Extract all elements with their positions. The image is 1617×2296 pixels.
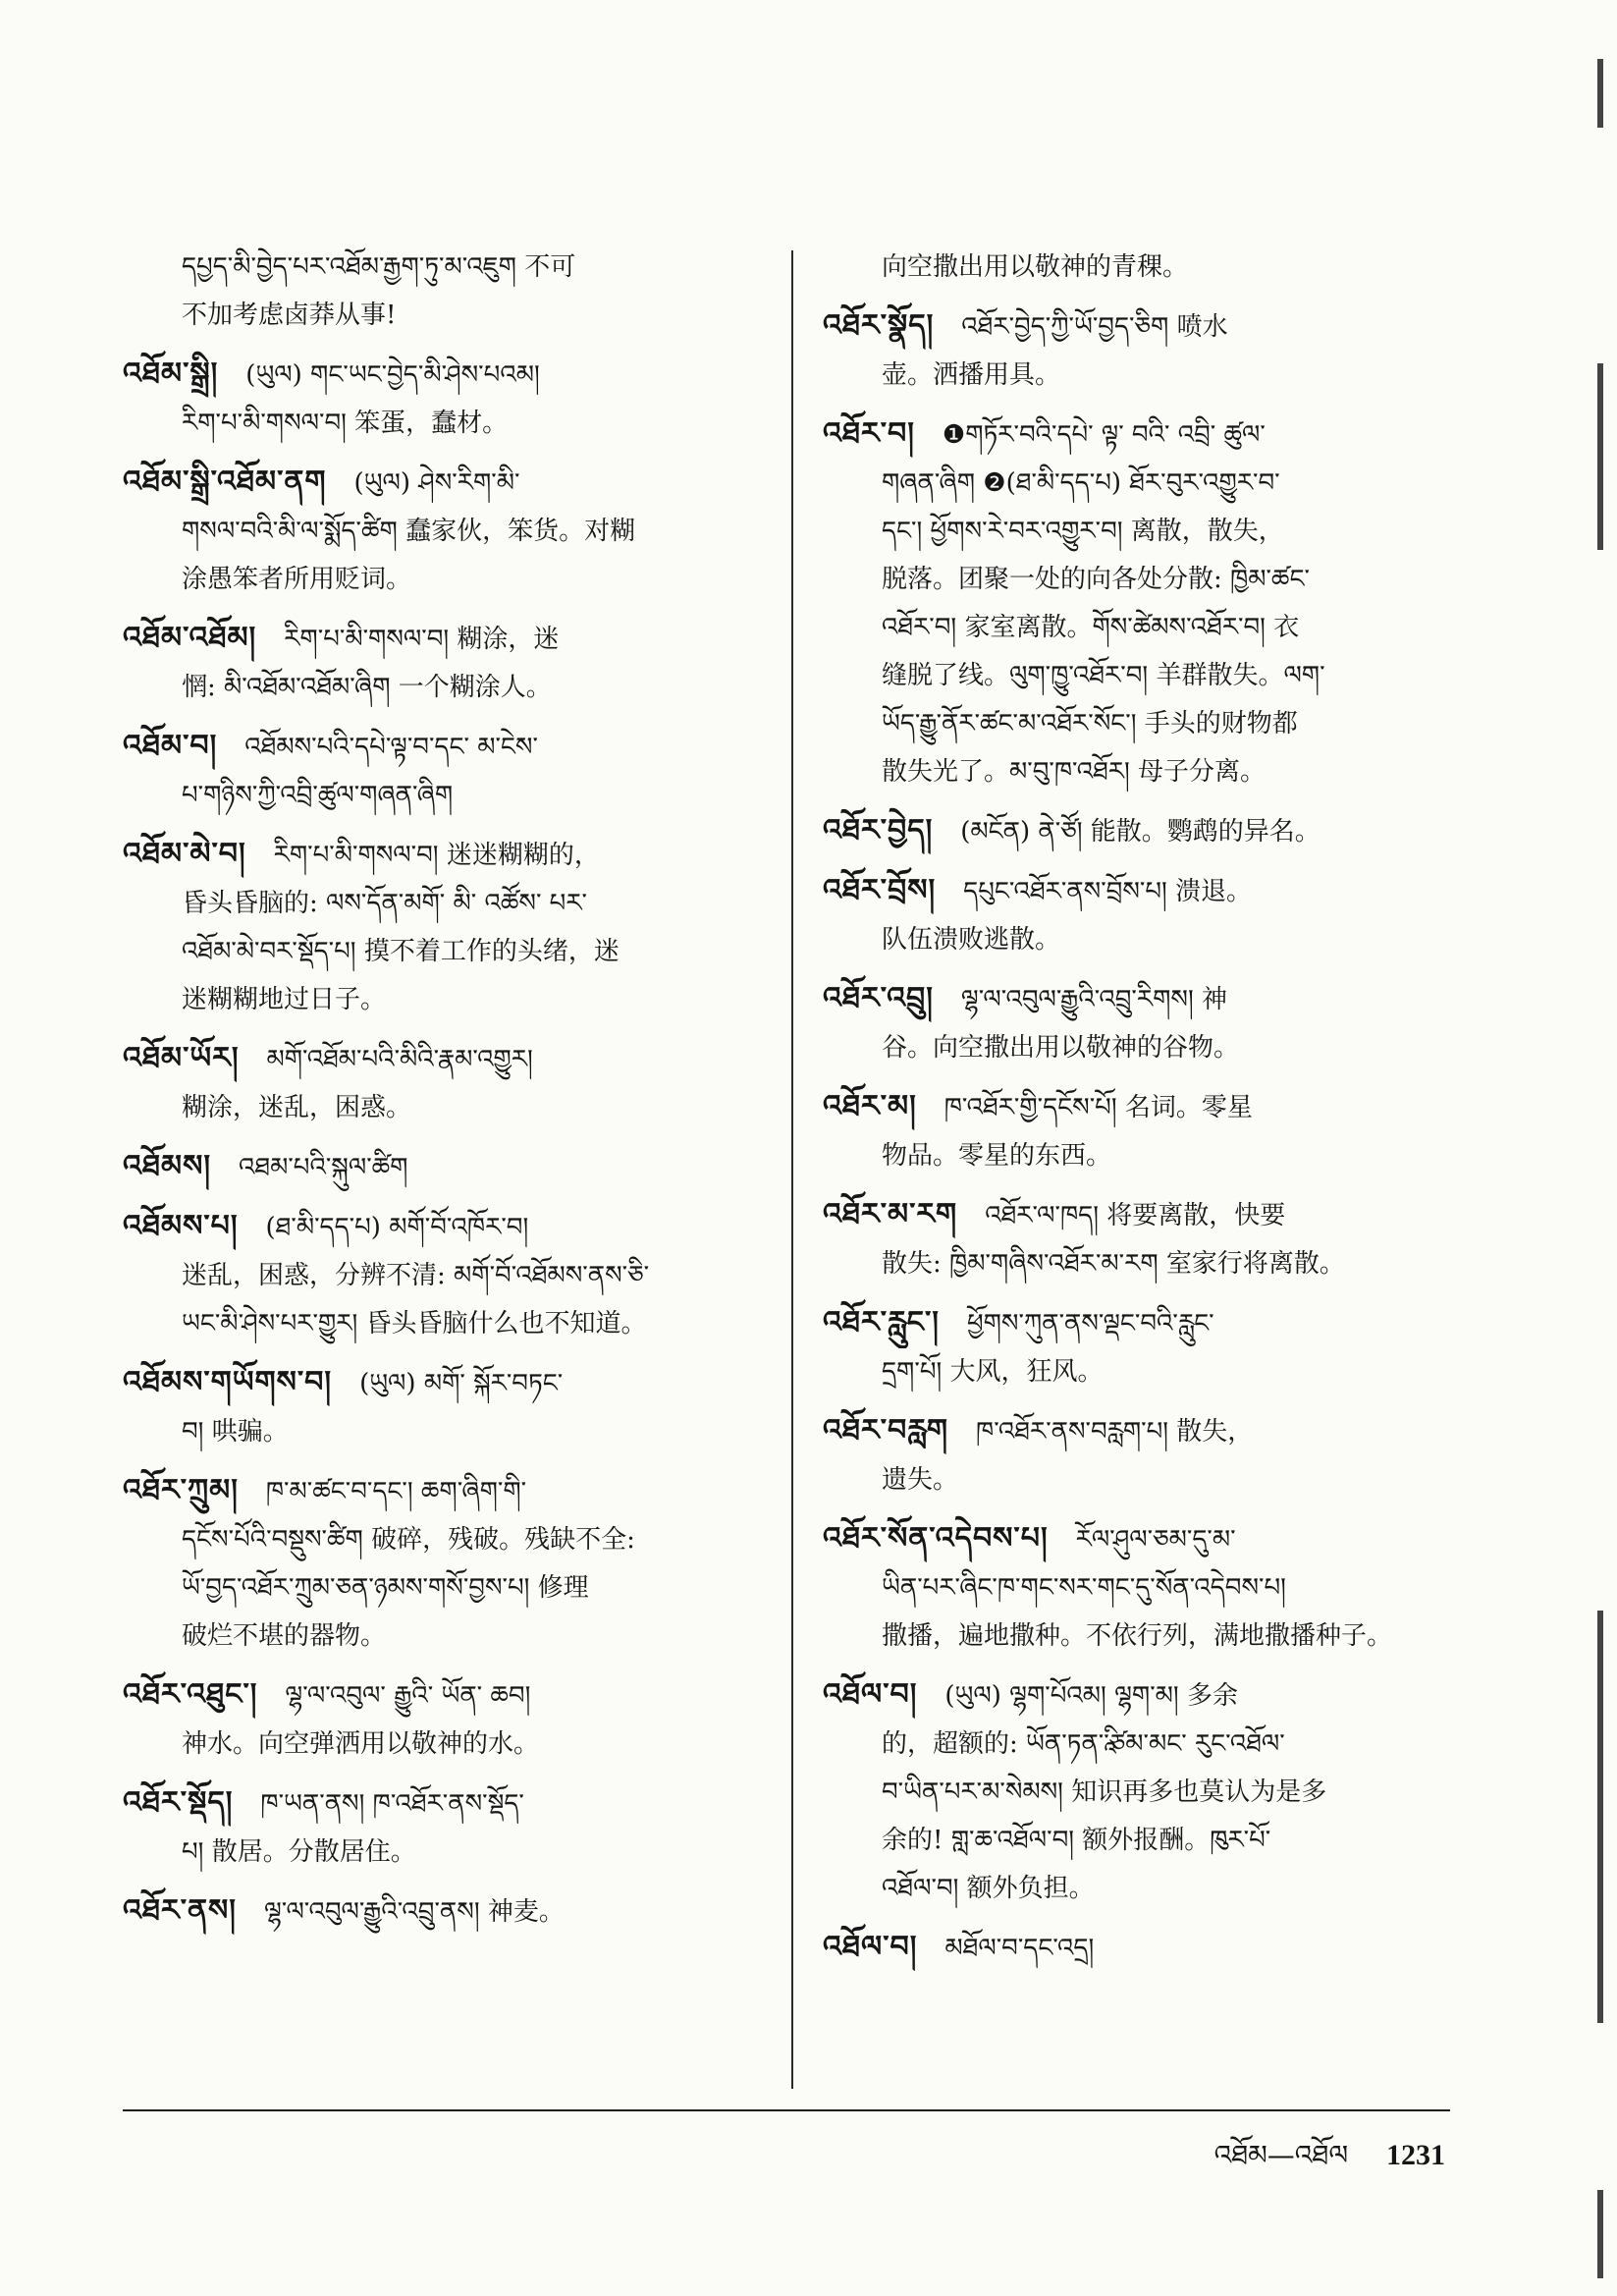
entry-text: གསལ་བའི་མི་ལ་སྨོད་ཚིག 蠢家伙，笨货。对糊 <box>182 517 636 546</box>
entry-headword: འཐོལ་བ། <box>823 1930 918 1964</box>
entry-line <box>123 880 771 928</box>
entry-line <box>823 1132 1482 1180</box>
entry-line <box>823 1240 1482 1288</box>
dictionary-entry <box>823 1190 1482 1288</box>
dictionary-entry <box>823 1670 1482 1913</box>
entry-line <box>123 976 771 1024</box>
entry-headword: འཐོམ་འཐོམ། <box>123 621 257 655</box>
column-divider <box>791 250 793 2089</box>
entry-text: 壶。洒播用具。 <box>882 360 1061 390</box>
entry-line <box>123 1778 771 1829</box>
entry-line <box>823 1298 1482 1348</box>
entry-line <box>823 1456 1482 1504</box>
dictionary-entry <box>123 1778 771 1877</box>
entry-text: ཡོད་རྒྱུ་ནོར་ཚང་མ་འཐོར་སོང་། 手头的财物都 <box>882 709 1298 738</box>
entry-line <box>823 748 1482 796</box>
entry-text: ཕྱོགས་ཀུན་ནས་ལྡང་བའི་རླུང་ <box>966 1309 1214 1339</box>
dictionary-entry <box>123 1358 771 1456</box>
entry-text: དྲག་པོ། 大风，狂风。 <box>882 1357 1104 1387</box>
dictionary-entry <box>823 1923 1482 1973</box>
dictionary-entry <box>123 350 771 448</box>
dictionary-entry <box>123 614 771 712</box>
entry-line <box>123 350 771 400</box>
page-footer <box>1214 2124 1445 2202</box>
entry-line <box>823 974 1482 1024</box>
dictionary-entry <box>123 1670 771 1769</box>
entry-text: འཐོམས་པའི་དཔེ་ལྟ་བ་དང་ མ་ངེས་ <box>244 733 538 762</box>
entry-text: ཡིན་པར་ཞིང་ཁ་གང་སར་གང་དུ་སོན་འདེབས་པ། <box>882 1573 1286 1603</box>
entry-text: 涂愚笨者所用贬词。 <box>182 565 412 594</box>
entry-line <box>123 508 771 556</box>
entry-line <box>123 244 771 292</box>
entry-text: བ། 哄骗。 <box>182 1417 289 1447</box>
entry-text: ཁ་མ་ཚང་བ་དང་། ཆག་ཞིག་གི་ <box>265 1477 527 1506</box>
entry-text: ལྷ་ལ་འབུལ་རྒྱུའི་འབྲུ་ནས། 神麦。 <box>263 1897 565 1927</box>
entry-text: རིག་པ་མི་གསལ་བ། 笨蛋，蠢材。 <box>182 409 509 438</box>
entry-line <box>123 556 771 604</box>
entry-line <box>123 1516 771 1564</box>
dictionary-entry <box>123 458 771 604</box>
entry-text: པ། 散居。分散居住。 <box>182 1837 416 1867</box>
entry-text: དང་། ཕྱོགས་རེ་བར་འགྱུར་བ། 离散，散失， <box>882 517 1284 546</box>
entry-line <box>823 866 1482 916</box>
dictionary-entry <box>823 301 1482 400</box>
dictionary-entry <box>823 244 1482 292</box>
entry-text: འཐོར་བྱེད་ཀྱི་ཡོ་བྱད་ཅིག 喷水 <box>961 312 1228 342</box>
dictionary-entry <box>123 722 771 820</box>
entry-line <box>823 1923 1482 1973</box>
dictionary-entry <box>123 1466 771 1661</box>
page-number: 1231 <box>1386 2139 1445 2171</box>
entry-headword: འཐོར་སོན་འདེབས་པ། <box>823 1521 1049 1556</box>
entry-text: 撒播，遍地撒种。不依行列，满地撒播种子。 <box>882 1621 1393 1651</box>
entry-text: ལྷ་ལ་འབུལ་རྒྱུའི་འབྲུ་རིགས། 神 <box>960 985 1227 1014</box>
entry-headword: འཐོམས། <box>123 1149 211 1183</box>
entry-line <box>123 1300 771 1348</box>
entry-text: 糊涂，迷乱，困惑。 <box>182 1093 412 1122</box>
entry-line <box>823 652 1482 700</box>
running-head-range: འཐོམ—འཐོལ <box>1213 2139 1349 2171</box>
entry-text: ཁ་འཐོར་ནས་བརླག་པ། 散失， <box>976 1417 1254 1447</box>
dictionary-entry <box>823 1082 1482 1180</box>
entry-headword: འཐོམ་བ། <box>123 729 218 763</box>
entry-line <box>823 1769 1482 1817</box>
dictionary-entry <box>823 1298 1482 1396</box>
entry-text: 散失: ཁྱིམ་གཞིས་འཐོར་མ་རག 室家行将离散。 <box>882 1249 1345 1279</box>
entry-line <box>123 1886 771 1937</box>
entry-text: རིག་པ་མི་གསལ་བ། 迷迷糊糊的， <box>273 841 600 870</box>
entry-line <box>123 664 771 712</box>
entry-text: 遗失。 <box>882 1465 959 1495</box>
entry-headword: འཐོར་བྲོས། <box>823 873 937 907</box>
entry-text: ཁ་འཐོར་གྱི་དངོས་པོ། 名词。零星 <box>943 1093 1253 1122</box>
entry-text: (ཡུལ) ལྷག་པོའམ། ལྷག་མ། 多余 <box>944 1681 1238 1711</box>
entry-text: 迷乱，困惑，分辨不清: མགོ་བོ་འཐོམས་ནས་ཅི་ <box>182 1261 650 1290</box>
entry-line <box>823 352 1482 400</box>
entry-text: (མངོན) ནེ་ཙོ། 能散。鹦鹉的异名。 <box>960 817 1321 847</box>
entry-text: 谷。向空撒出用以敬神的谷物。 <box>882 1033 1240 1063</box>
entry-headword: འཐོལ་བ། <box>823 1677 918 1712</box>
entry-text: (ཡུལ) མགོ་ སྐོར་བཏང་ <box>359 1369 564 1398</box>
entry-text: (ཐ་མི་དད་པ) མགོ་བོ་འཁོར་བ། <box>265 1213 529 1242</box>
dictionary-entry <box>823 974 1482 1072</box>
entry-headword: འཐོམས་པ། <box>123 1209 239 1243</box>
dictionary-entry <box>123 244 771 340</box>
entry-headword: འཐོར་འཐུང་། <box>123 1677 258 1712</box>
entry-text: ཡོ་བྱད་འཐོར་ཀྲུམ་ཅན་ཉམས་གསོ་བྱས་པ། 修理 <box>182 1573 589 1603</box>
entry-text: གཞན་ཞིག ❷(ཐ་མི་དད་པ) ཐོར་བུར་འགྱུར་བ་ <box>882 468 1280 498</box>
entry-headword: འཐོར་སྣོད། <box>823 308 935 343</box>
entry-line <box>823 1564 1482 1613</box>
entry-headword: འཐོམ་སྒྲི་འཐོམ་ནག <box>123 465 327 499</box>
entry-headword: འཐོར་བྱེད། <box>823 813 934 847</box>
entry-line <box>123 1408 771 1456</box>
entry-text: འཐོམ་མེ་བར་སྡོད་པ། 摸不着工作的头绪，迷 <box>182 937 620 966</box>
entry-text: མཐོལ་བ་དང་འདྲ། <box>944 1934 1095 1963</box>
entry-headword: འཐོར་སྡོད། <box>123 1785 234 1820</box>
left-column <box>123 244 771 1946</box>
entry-line <box>123 400 771 448</box>
entry-line <box>823 556 1482 604</box>
entry-text: རོལ་ཤུལ་ཅམ་དུ་མ་ <box>1075 1525 1236 1555</box>
entry-line <box>123 1829 771 1877</box>
entry-text: 物品。零星的东西。 <box>882 1141 1112 1171</box>
entry-text: 神水。向空弹洒用以敬神的水。 <box>182 1729 540 1759</box>
entry-headword: འཐོམས་གཡོགས་བ། <box>123 1365 333 1399</box>
dictionary-entry <box>123 1202 771 1348</box>
entry-text: འཐམ་པའི་སྐུལ་ཚིག <box>239 1153 408 1182</box>
entry-line <box>123 722 771 772</box>
dictionary-entry <box>823 410 1482 796</box>
edge-mark <box>1597 363 1603 550</box>
entry-headword: འཐོར་ཀྲུམ། <box>123 1473 239 1507</box>
entry-text: ཡང་མི་ཤེས་པར་གྱུར། 昏头昏脑什么也不知道。 <box>182 1309 647 1339</box>
entry-line <box>123 1564 771 1613</box>
dictionary-entry <box>823 866 1482 964</box>
entry-headword: འཐོར་འབྲུ། <box>823 981 934 1015</box>
entry-line <box>823 301 1482 352</box>
dictionary-entry <box>823 1514 1482 1661</box>
entry-line <box>123 1142 771 1192</box>
entry-line <box>123 1670 771 1721</box>
entry-text: འཐོར་ལ་ཁད། 将要离散，快要 <box>985 1201 1286 1230</box>
entry-line <box>823 410 1482 460</box>
entry-text: 的，超额的: ཡོན་ཏན་ཱི་ཙམ་མང་ རུང་འཐོལ་ <box>882 1729 1285 1759</box>
entry-line <box>123 1084 771 1132</box>
entry-text: བ་ཡིན་པར་མ་སེམས། 知识再多也莫认为是多 <box>882 1777 1327 1807</box>
entry-headword: འཐོར་བ། <box>823 416 915 451</box>
entry-line <box>123 830 771 880</box>
dictionary-entry <box>823 806 1482 856</box>
edge-mark <box>1597 59 1603 128</box>
entry-text: འཐོར་བ། 家室离散。གོས་ཚེམས་འཐོར་བ། 衣 <box>882 613 1300 642</box>
entry-line <box>823 1190 1482 1240</box>
entry-line <box>123 1613 771 1661</box>
entry-text: 向空撒出用以敬神的青稞。 <box>882 252 1189 282</box>
entry-headword: འཐོར་མ། <box>823 1089 917 1123</box>
entry-text: མགོ་འཐོམ་པའི་མིའི་རྣམ་འགྱུར། <box>266 1045 533 1074</box>
entry-line <box>823 1817 1482 1865</box>
entry-line <box>823 806 1482 856</box>
entry-text: ❶གཏོར་བའི་དཔེ་ ལྟ་ བའི་ འབྲི་ ཚུལ་ <box>942 420 1266 450</box>
entry-line <box>123 1252 771 1300</box>
entry-text: རིག་པ་མི་གསལ་བ། 糊涂，迷 <box>284 625 560 654</box>
dictionary-entry <box>823 1406 1482 1504</box>
footer-rule <box>123 2109 1450 2111</box>
entry-line <box>823 1406 1482 1456</box>
dictionary-entry <box>123 1142 771 1192</box>
entry-text: དཔྱད་མི་བྱེད་པར་འཐོམ་རྒྱག་ཏུ་མ་འཇུག 不可 <box>182 252 576 282</box>
entry-text: དངོས་པོའི་བསྡུས་ཚིག 破碎，残破。残缺不全: <box>182 1525 635 1555</box>
entry-line <box>823 1670 1482 1721</box>
edge-mark <box>1597 1611 1603 2023</box>
entry-text: 迷糊糊地过日子。 <box>182 985 387 1014</box>
entry-line <box>123 1034 771 1084</box>
dictionary-entry <box>123 830 771 1024</box>
entry-line <box>123 1358 771 1408</box>
entry-headword: འཐོར་རླུང་། <box>823 1305 940 1339</box>
entry-line <box>123 458 771 508</box>
entry-line <box>823 1024 1482 1072</box>
entry-text: 破烂不堪的器物。 <box>182 1621 387 1651</box>
edge-mark <box>1597 2190 1603 2278</box>
dictionary-entry <box>123 1034 771 1132</box>
entry-text: ཁ་ཡན་ནས། ཁ་འཐོར་ནས་སྡོད་ <box>260 1789 524 1819</box>
entry-text: 缝脱了线。ལུག་ཁྱུ་འཐོར་བ། 羊群散失。ལག་ <box>882 661 1325 690</box>
entry-headword: འཐོམ་མེ་བ། <box>123 837 246 871</box>
entry-line <box>123 1202 771 1252</box>
entry-line <box>123 614 771 664</box>
entry-text: (ཡུལ) གང་ཡང་བྱེད་མི་ཤེས་པའམ། <box>245 360 540 390</box>
entry-line <box>823 700 1482 748</box>
scan-edge-marks <box>1578 0 1617 2296</box>
entry-line <box>123 292 771 340</box>
entry-text: 散失光了。མ་བུ་ཁ་འཐོར། 母子分离。 <box>882 757 1267 787</box>
entry-text: 不加考虑卤莽从事! <box>182 301 397 330</box>
entry-line <box>123 1466 771 1516</box>
dictionary-entry <box>123 1886 771 1937</box>
entry-line <box>823 1082 1482 1132</box>
entry-text: པ་གཉིས་ཀྱི་འབྲི་ཚུལ་གཞན་ཞིག <box>182 781 454 810</box>
entry-headword: འཐོར་མ་རག <box>823 1197 958 1231</box>
entry-line <box>823 244 1482 292</box>
right-column <box>823 244 1482 1983</box>
entry-line <box>823 1514 1482 1564</box>
entry-text: 脱落。团聚一处的向各处分散: ཁྱིམ་ཚང་ <box>882 565 1310 594</box>
entry-line <box>123 1721 771 1769</box>
entry-line <box>823 460 1482 508</box>
entry-line <box>823 1865 1482 1913</box>
entry-text: 余的! གླ་ཆ་འཐོལ་བ། 额外报酬。ཁུར་པོ་ <box>882 1826 1271 1855</box>
entry-line <box>823 1721 1482 1769</box>
entry-line <box>823 1613 1482 1661</box>
entry-line <box>123 772 771 820</box>
entry-text: 队伍溃败逃散。 <box>882 925 1061 955</box>
entry-line <box>823 604 1482 652</box>
entry-line <box>123 928 771 976</box>
entry-text: ལྷ་ལ་འབུལ་ རྒྱུའི་ ཡོན་ ཆབ། <box>285 1681 531 1711</box>
entry-headword: འཐོམ་སྒྲི། <box>123 356 219 391</box>
entry-text: 昏头昏脑的: ལས་དོན་མགོ་ མི་ འཚོས་ པར་ <box>182 889 587 918</box>
entry-text: 惘: མི་འཐོམ་འཐོམ་ཞིག 一个糊涂人。 <box>182 673 552 702</box>
entry-headword: འཐོར་ནས། <box>123 1893 237 1928</box>
entry-line <box>823 508 1482 556</box>
entry-line <box>823 916 1482 964</box>
entry-text: (ཡུལ) ཤེས་རིག་མི་ <box>353 468 520 498</box>
entry-line <box>823 1348 1482 1396</box>
entry-text: དཔུང་འཐོར་ནས་བྲོས་པ། 溃退。 <box>963 877 1253 906</box>
entry-headword: འཐོམ་ཡོར། <box>123 1041 240 1075</box>
entry-text: འཐོལ་བ། 额外负担。 <box>882 1874 1095 1903</box>
entry-headword: འཐོར་བརླག <box>823 1413 949 1448</box>
